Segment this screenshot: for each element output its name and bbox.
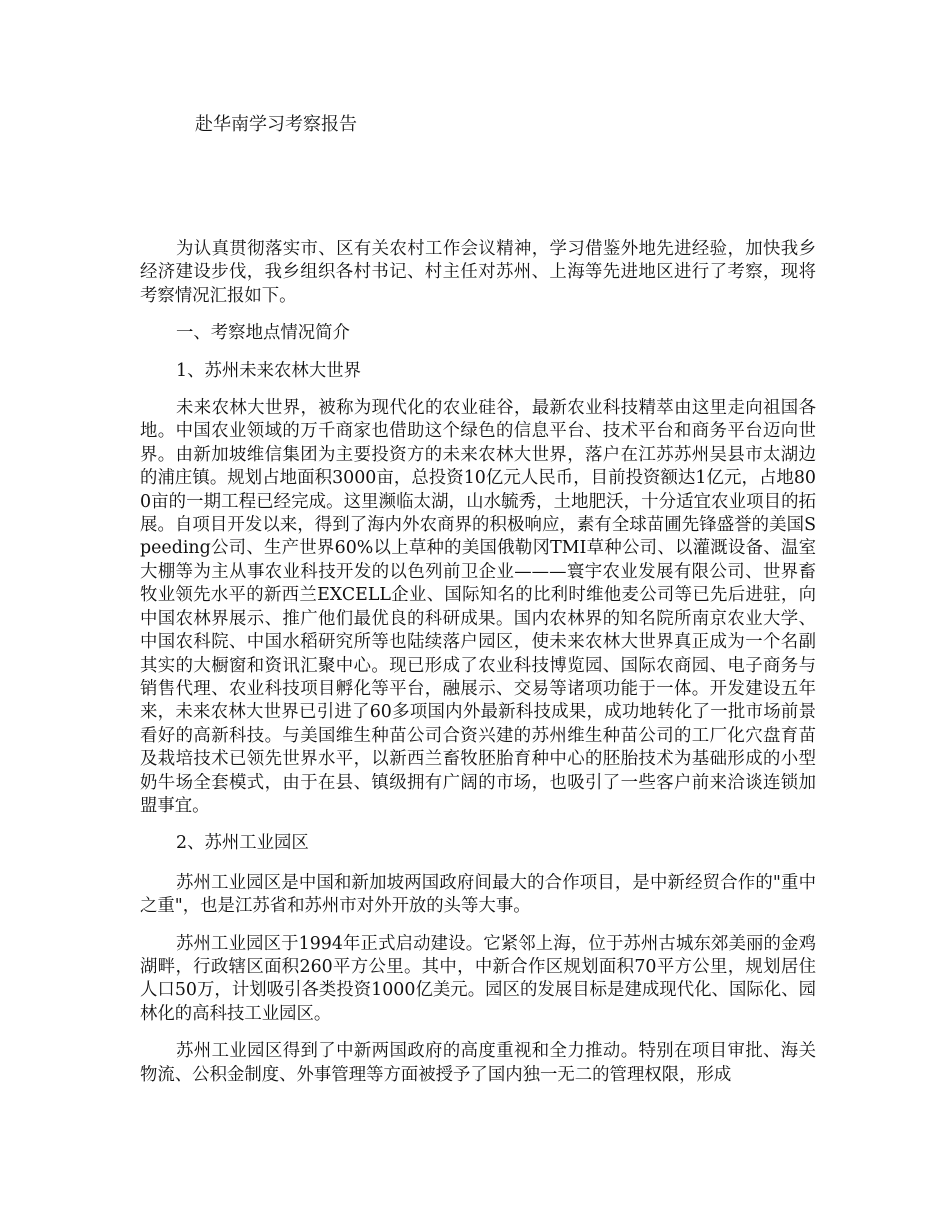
subsection-1-paragraph: 未来农林大世界，被称为现代化的农业硅谷，最新农业科技精萃由这里走向祖国各地。中国农业领域的万千商家也借助这个绿色的信息平台、技术平台和商务平台迈向世界。由新加坡维信集团为主要投资方的未来农林大世界，落户在江苏苏州吴县市太湖边的浦庄镇。规划占地面积3000亩，总投资10亿元人民币，目前投资额达1亿元，占地800亩的一期工程已经完成。这里濒临太湖，山水毓秀，土地肥沃，十分适宜农业项目的拓展。自项目开发以来，得到了海内外农商界的积极响应，素有全球苗圃先锋盛誉的美国Speeding公司、生产世界60%以上草种的美国俄勒冈TMI草种公司、以灌溉设备、温室大棚等为主从事农业科技开发的以色列前卫企业———寰宇农业发展有限公司、世界畜牧业领先水平的新西兰EXCELL企业、国际知名的比利时维他麦公司等已先后进驻，向中国农林界展示、推广他们最优良的科研成果。国内农林界的知名院所南京农业大学、中国农科院、中国水稻研究所等也陆续落户园区，使未来农林大世界真正成为一个名副其实的大橱窗和资讯汇聚中心。现已形成了农业科技博览园、国际农商园、电子商务与销售代理、农业科技项目孵化等平台，融展示、交易等诸项功能于一体。开发建设五年来，未来农林大世界已引进了60多项国内外最新科技成果，成功地转化了一批市场前景看好的高新科技。与美国维生种苗公司合资兴建的苏州维生种苗公司的工厂化穴盘育苗及栽培技术已领先世界水平，以新西兰畜牧胚胎育种中心的胚胎技术为基础形成的小型奶牛场全套模式，由于在县、镇级拥有广阔的市场，也吸引了一些客户前来洽谈连锁加盟事宜。 [140, 398, 816, 816]
subsection-heading-1: 1、苏州未来农林大世界 [176, 360, 361, 381]
document-title: 赴华南学习考察报告 [195, 114, 357, 135]
subsection-heading-2: 2、苏州工业园区 [176, 833, 309, 854]
subsection-2-paragraph-1: 苏州工业园区是中国和新加坡两国政府间最大的合作项目，是中新经贸合作的"重中之重"，也是江苏省和苏州市对外开放的头等大事。 [140, 872, 816, 917]
intro-paragraph: 为认真贯彻落实市、区有关农村工作会议精神，学习借鉴外地先进经验，加快我乡经济建设步伐，我乡组织各村书记、村主任对苏州、上海等先进地区进行了考察，现将考察情况汇报如下。 [140, 239, 816, 306]
document-body [140, 238, 816, 1101]
subsection-2-paragraph-2: 苏州工业园区于1994年正式启动建设。它紧邻上海，位于苏州古城东郊美丽的金鸡湖畔，行政辖区面积260平方公里。其中，中新合作区规划面积70平方公里，规划居住人口50万，计划吸引各类投资1000亿美元。园区的发展目标是建成现代化、国际化、园林化的高科技工业园区。 [140, 933, 816, 1024]
section-heading-1: 一、考察地点情况简介 [176, 323, 350, 344]
subsection-2-paragraph-3: 苏州工业园区得到了中新两国政府的高度重视和全力推动。特别在项目审批、海关物流、公积金制度、外事管理等方面被授予了国内独一无二的管理权限，形成 [140, 1041, 816, 1085]
